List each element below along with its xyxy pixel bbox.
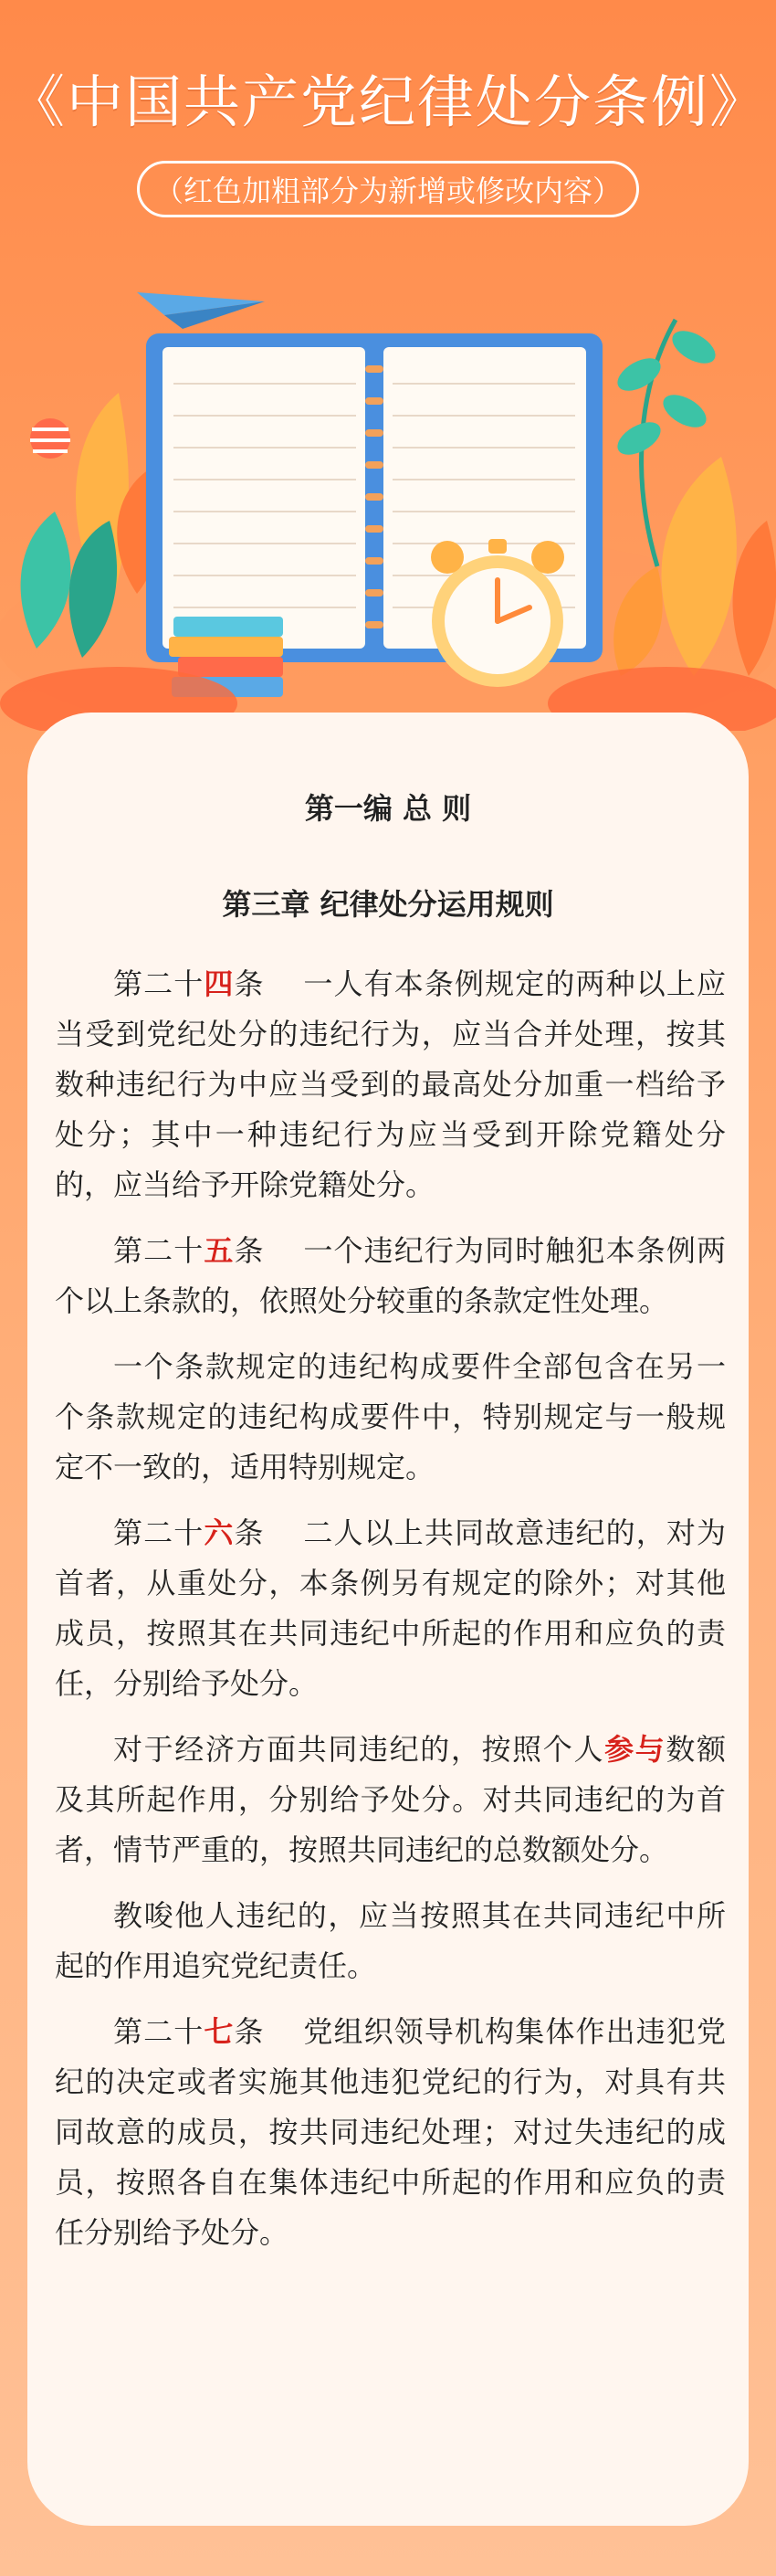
subtitle-text: （红色加粗部分为新增或修改内容） <box>153 174 622 208</box>
article-body <box>55 959 726 2274</box>
hero-banner <box>0 0 776 731</box>
paragraph <box>55 1725 726 1875</box>
subtitle-pill <box>137 161 639 217</box>
paragraph-text: 对于经济方面共同违纪的，按照个人 <box>113 1732 605 1767</box>
paragraph-text: 一个条款规定的违纪构成要件全部包含在另一个条款规定的违纪构成要件中，特别规定与一般规定不一致的，适用特别规定。 <box>55 1349 726 1484</box>
paragraph-text: 党组织领导机构集体作出违犯党纪的决定或者实施其他违犯党纪的行为，对具有共同故意的成员，按共同违纪处理；对过失违纪的成员，按照各自在集体违纪中所起的作用和应负的责任分别给予处分。 <box>55 2014 726 2250</box>
paper-plane-icon <box>137 292 265 329</box>
alarm-clock-icon <box>431 539 564 687</box>
paragraph <box>55 1226 726 1326</box>
paragraph-text: 一个违纪行为同时触犯本条例两个以上条款的，依照处分较重的条款定性处理。 <box>55 1233 726 1318</box>
article-number: 第二十七条 <box>113 2014 265 2049</box>
paragraph <box>55 959 726 1210</box>
paragraph-text: 一人有本条例规定的两种以上应当受到党纪处分的违纪行为，应当合并处理，按其数种违纪行为中应当受到的最高处分加重一档给予处分；其中一种违纪行为应当受到开除党籍处分的，应当给予开除党籍处分。 <box>55 966 726 1202</box>
section-heading: 第一编 总 则 <box>304 791 472 826</box>
paragraph <box>55 1342 726 1493</box>
article-number: 第二十六条 <box>113 1515 265 1550</box>
paragraph-text: 二人以上共同故意违纪的，对为首者，从重处分，本条例另有规定的除外；对其他成员，按照其在共同违纪中所起的作用和应负的责任，分别给予处分。 <box>55 1515 726 1701</box>
paragraph-text: 教唆他人违纪的，应当按照其在共同违纪中所起的作用追究党纪责任。 <box>55 1898 726 1983</box>
article-number: 第二十五条 <box>113 1233 265 1268</box>
leaf-decoration-right-icon <box>612 320 776 676</box>
paragraph <box>55 1891 726 1991</box>
article-number: 第二十四条 <box>113 966 265 1001</box>
striped-ball-icon <box>30 418 70 459</box>
page-title: 《中国共产党纪律处分条例》 <box>7 69 768 135</box>
highlighted-text: 参与 <box>604 1732 666 1767</box>
paragraph-text: 数额及其所起作用，分别给予处分。对共同违纪的为首者，情节严重的，按照共同违纪的总数额处分。 <box>55 1732 726 1867</box>
paragraph <box>55 1508 726 1709</box>
paragraph <box>55 2007 726 2258</box>
chapter-heading: 第三章 纪律处分运用规则 <box>222 887 554 922</box>
notebook-illustration <box>0 247 776 731</box>
